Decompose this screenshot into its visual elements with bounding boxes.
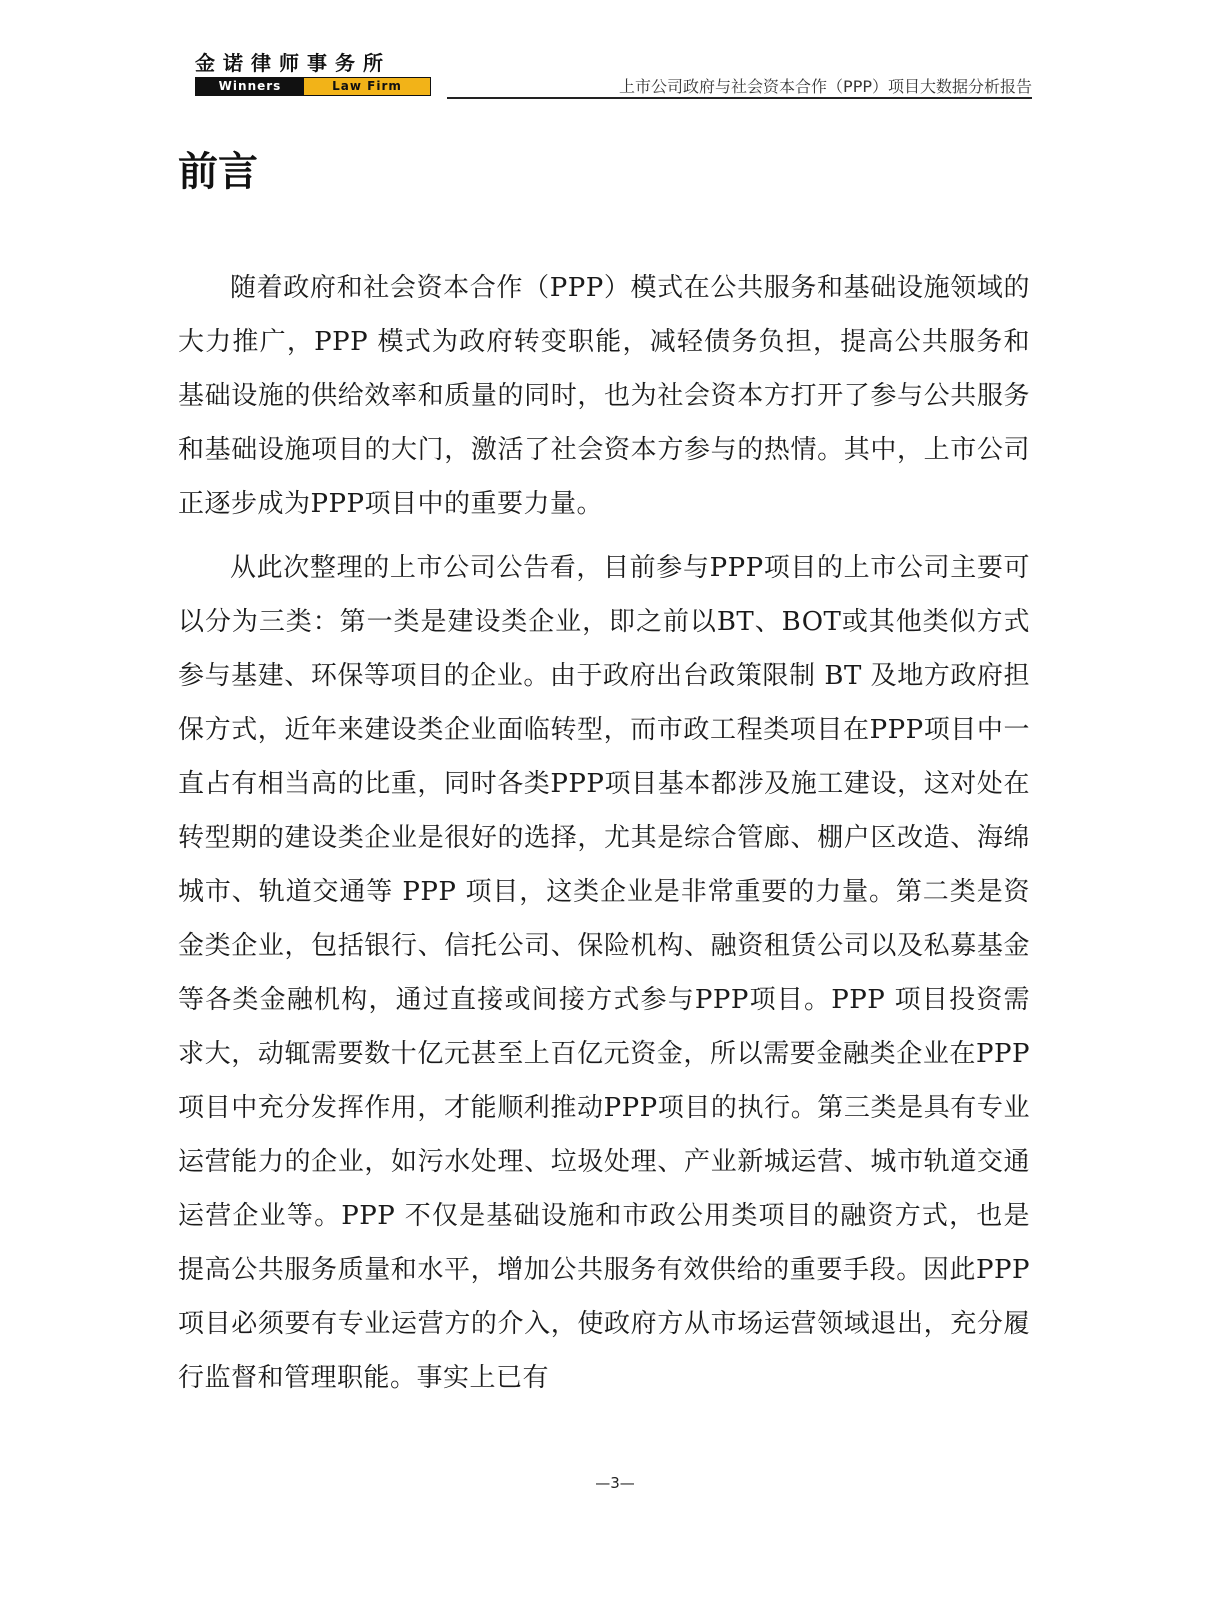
page-number: —3—	[595, 1474, 635, 1492]
logo-chinese-name: 金诺律师事务所	[195, 51, 391, 75]
page-header	[0, 0, 1230, 110]
header-rule	[447, 97, 1032, 99]
paragraph: 随着政府和社会资本合作（PPP）模式在公共服务和基础设施领域的大力推广，PPP 模式为政府转变职能，减轻债务负担，提高公共服务和基础设施的供给效率和质量的同时，也为社会资本方打开了参与公共服务和基础设施项目的大门，激活了社会资本方参与的热情。其中，上市公司正逐步成为PPP项目中的重要力量。	[178, 273, 1030, 519]
paragraph: 从此次整理的上市公司公告看，目前参与PPP项目的上市公司主要可以分为三类：第一类是建设类企业，即之前以BT、BOT或其他类似方式参与基建、环保等项目的企业。由于政府出台政策限制 BT 及地方政府担保方式，近年来建设类企业面临转型，而市政工程类项目在PPP项目中一直占有相当高的比重，同时各类PPP项目基本都涉及施工建设，这对处在转型期的建设类企业是很好的选择，尤其是综合管廊、棚户区改造、海绵城市、轨道交通等 PPP 项目，这类企业是非常重要的力量。第二类是资金类企业，包括银行、信托公司、保险机构、融资租赁公司以及私募基金等各类金融机构，通过直接或间接方式参与PPP项目。PPP 项目投资需求大，动辄需要数十亿元甚至上百亿元资金，所以需要金融类企业在PPP项目中充分发挥作用，才能顺利推动PPP项目的执行。第三类是具有专业运营能力的企业，如污水处理、垃圾处理、产业新城运营、城市轨道交通运营企业等。PPP 不仅是基础设施和市政公用类项目的融资方式，也是提高公共服务质量和水平，增加公共服务有效供给的重要手段。因此PPP项目必须要有专业运营方的介入，使政府方从市场运营领域退出，充分履行监督和管理职能。事实上已有	[178, 553, 1030, 1393]
running-title: 上市公司政府与社会资本合作（PPP）项目大数据分析报告	[619, 77, 1032, 96]
logo-english-bar	[195, 77, 431, 96]
logo-english-right: Law Firm	[304, 78, 430, 95]
body-text	[178, 261, 1030, 1415]
page-title: 前言	[178, 149, 258, 195]
logo-english-left: Winners	[196, 78, 304, 95]
law-firm-logo	[195, 52, 431, 96]
